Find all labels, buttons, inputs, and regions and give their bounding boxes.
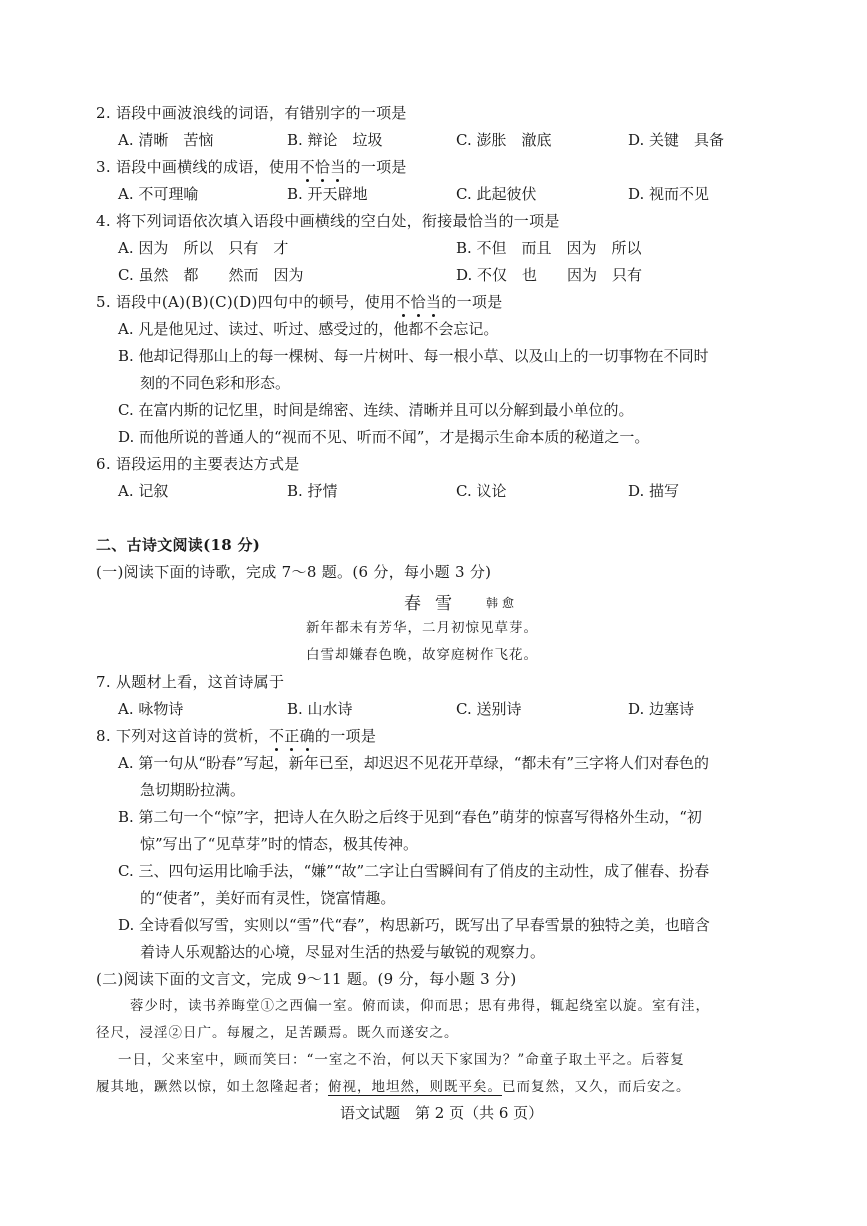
q4-option-d: D. 不仅 也 因为 只有 xyxy=(456,266,643,284)
part-2-instruction: (二)阅读下面的文言文，完成 9～11 题。(9 分，每小题 3 分) xyxy=(96,970,517,988)
q6-option-d: D. 描写 xyxy=(628,482,680,500)
q5-option-b: B. 他却记得那山上的每一棵树、每一片树叶、每一根小草、以及山上的一切事物在不同时 xyxy=(118,347,709,365)
q6-option-c: C. 议论 xyxy=(456,482,507,500)
q7-option-d: D. 边塞诗 xyxy=(628,700,695,718)
q8-option-a-cont: 急切期盼拉满。 xyxy=(140,781,246,799)
q3-option-d: D. 视而不见 xyxy=(628,185,710,203)
q3-stem-pre: 3. 语段中画横线的成语，使用 xyxy=(96,158,300,176)
q8-option-a: A. 第一句从“盼春”写起，新年已至，却迟迟不见花开草绿，“都未有”三字将人们对春色的 xyxy=(118,754,710,772)
q5-option-d: D. 而他所说的普通人的“视而不见、听而不闻”，才是揭示生命本质的秘道之一。 xyxy=(118,428,650,446)
q5-option-a: A. 凡是他见过、读过、听过、感受过的，他都不会忘记。 xyxy=(118,320,499,338)
q4-option-c: C. 虽然 都 然而 因为 xyxy=(118,266,304,284)
q2-option-b: B. 辩论 垃圾 xyxy=(287,131,383,149)
emphasis-char: 恰 xyxy=(314,158,331,176)
q3-option-a: A. 不可理喻 xyxy=(118,185,199,203)
question-8-stem xyxy=(96,726,376,746)
passage-text: 已而复然，又久，而后安之。 xyxy=(502,1079,691,1095)
poem-author: 韩愈 xyxy=(486,596,519,610)
q8-option-c-cont: 的“使者”，美好而有灵性，饶富情趣。 xyxy=(140,889,396,907)
q6-option-b: B. 抒情 xyxy=(287,482,338,500)
passage-p1-line-1: 蓉少时，读书养晦堂①之西偏一室。俯而读，仰而思；思有弗得，辄起绕室以旋。室有洼， xyxy=(130,998,710,1014)
q5-option-b-cont: 刻的不同色彩和形态。 xyxy=(140,374,291,392)
passage-p2-line-2 xyxy=(96,1077,691,1097)
passage-p1-line-2: 径尺，浸淫②日广。每履之，足苦踬焉。既久而遂安之。 xyxy=(96,1025,459,1041)
poem-title: 春雪 xyxy=(404,594,466,614)
q8-option-b: B. 第二句一个“惊”字，把诗人在久盼之后终于见到“春色”萌芽的惊喜写得格外生动，“初 xyxy=(118,808,702,826)
q2-option-d: D. 关键 具备 xyxy=(628,131,725,149)
question-5-stem xyxy=(96,292,503,312)
q8-option-d: D. 全诗看似写雪，实则以“雪”代“春”，构思新巧，既写出了早春雪景的独特之美，也暗含 xyxy=(118,916,710,934)
emphasis-char: 当 xyxy=(330,158,346,176)
q5-stem-post: 的一项是 xyxy=(441,293,503,311)
underlined-sentence: 俯视，地坦然，则既平矣。 xyxy=(328,1079,502,1095)
q7-option-c: C. 送别诗 xyxy=(456,700,522,718)
q8-option-b-cont: 惊”写出了“见草芽”时的情态，极其传神。 xyxy=(140,835,419,853)
poem-line-2: 白雪却嫌春色晚，故穿庭树作飞花。 xyxy=(306,647,538,663)
question-7-stem: 7. 从题材上看，这首诗属于 xyxy=(96,673,285,691)
emphasis-char: 当 xyxy=(425,293,442,311)
question-2-stem: 2. 语段中画波浪线的词语，有错别字的一项是 xyxy=(96,104,407,122)
emphasis-char: 恰 xyxy=(410,293,426,311)
q2-option-c: C. 澎胀 澈底 xyxy=(456,131,552,149)
q7-option-b: B. 山水诗 xyxy=(287,700,353,718)
page-footer: 语文试题 第 2 页（共 6 页） xyxy=(340,1104,544,1122)
q7-option-a: A. 咏物诗 xyxy=(118,700,184,718)
emphasis-char: 不 xyxy=(299,158,315,176)
q5-stem-pre: 5. 语段中(A)(B)(C)(D)四句中的顿号，使用 xyxy=(96,293,396,311)
emphasis-char: 确 xyxy=(299,727,315,745)
section-heading: 二、古诗文阅读(18 分) xyxy=(96,536,261,554)
q6-option-a: A. 记叙 xyxy=(118,482,169,500)
part-1-instruction: (一)阅读下面的诗歌，完成 7～8 题。(6 分，每小题 3 分) xyxy=(96,563,492,581)
passage-p2-line-1: 一日，父来室中，顾而笑曰：“一室之不治，何以天下家国为？”命童子取土平之。后蓉复 xyxy=(118,1052,685,1068)
q8-stem-post: 的一项是 xyxy=(314,727,377,745)
q8-stem-pre: 8. 下列对这首诗的赏析， xyxy=(96,727,269,745)
emphasis-char: 不 xyxy=(395,293,411,311)
q3-option-b: B. 开天辟地 xyxy=(287,185,368,203)
passage-text: 履其地，蹶然以惊，如土忽隆起者； xyxy=(96,1079,328,1095)
poem-line-1: 新年都未有芳华，二月初惊见草芽。 xyxy=(306,620,538,636)
question-4-stem: 4. 将下列词语依次填入语段中画横线的空白处，衔接最恰当的一项是 xyxy=(96,212,560,230)
q3-option-c: C. 此起彼伏 xyxy=(456,185,537,203)
question-6-stem: 6. 语段运用的主要表达方式是 xyxy=(96,455,300,473)
q3-stem-post: 的一项是 xyxy=(345,158,407,176)
q8-option-c: C. 三、四句运用比喻手法，“嫌”“故”二字让白雪瞬间有了俏皮的主动性，成了催春、扮春 xyxy=(118,862,710,880)
q2-option-a: A. 清晰 苦恼 xyxy=(118,131,214,149)
q5-option-c: C. 在富内斯的记忆里，时间是绵密、连续、清晰并且可以分解到最小单位的。 xyxy=(118,401,634,419)
emphasis-char: 不 xyxy=(268,727,285,745)
question-3-stem xyxy=(96,157,407,177)
q4-option-b: B. 不但 而且 因为 所以 xyxy=(456,239,642,257)
q4-option-a: A. 因为 所以 只有 才 xyxy=(118,239,289,257)
emphasis-char: 正 xyxy=(284,727,300,745)
q8-option-d-cont: 着诗人乐观豁达的心境，尽显对生活的热爱与敏锐的观察力。 xyxy=(140,943,546,961)
